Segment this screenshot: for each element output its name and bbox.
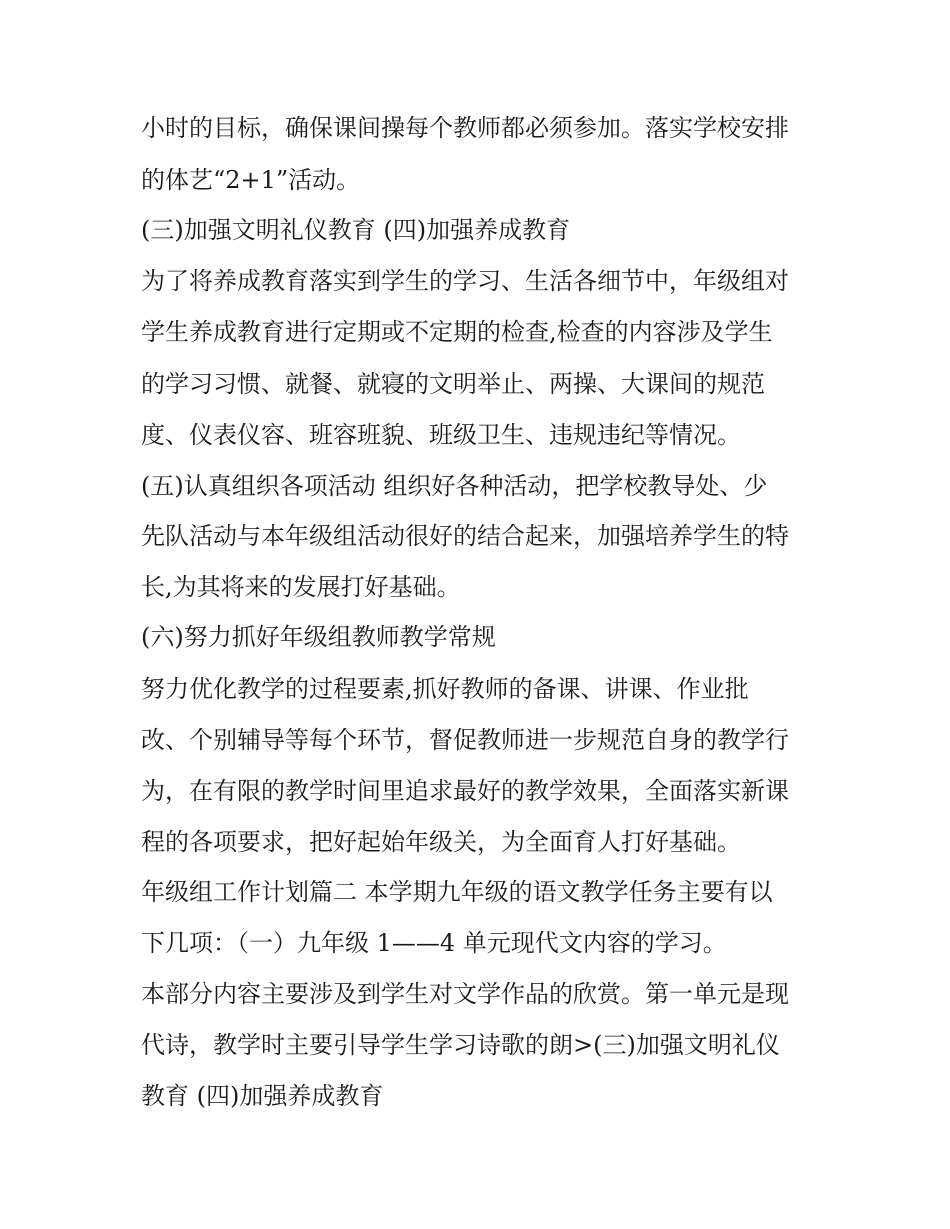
- text-line: 的学习习惯、就餐、就寝的文明举止、两操、大课间的规范: [141, 370, 765, 398]
- text-line: 先队活动与本年级组活动很好的结合起来，加强培养学生的特: [141, 522, 789, 550]
- section-heading: (三)加强文明礼仪教育 (四)加强养成教育: [141, 216, 571, 244]
- text-line: 改、个别辅导等每个环节，督促教师进一步规范自身的教学行: [141, 726, 789, 754]
- text-line: 教育 (四)加强养成教育: [141, 1082, 384, 1110]
- text-line: 努力优化教学的过程要素,抓好教师的备课、讲课、作业批: [141, 675, 749, 703]
- text-line: 为了将养成教育落实到学生的学习、生活各细节中，年级组对: [141, 267, 789, 295]
- text-line: 学生养成教育进行定期或不定期的检查,检查的内容涉及学生: [141, 318, 773, 346]
- text-line: 下几项：（一）九年级 1——4 单元现代文内容的学习。: [141, 929, 727, 957]
- section-heading: (五)认真组织各项活动 组织好各种活动，把学校教导处、少: [141, 472, 768, 500]
- text-line: 代诗，教学时主要引导学生学习诗歌的朗>(三)加强文明礼仪: [141, 1031, 780, 1059]
- text-line: 长,为其将来的发展打好基础。: [141, 573, 461, 601]
- text-line: 度、仪表仪容、班容班貌、班级卫生、违规违纪等情况。: [141, 421, 741, 449]
- section-heading: (六)努力抓好年级组教师教学常规: [141, 623, 496, 651]
- text-line: 小时的目标，确保课间操每个教师都必须参加。落实学校安排: [141, 114, 789, 142]
- text-line: 为，在有限的教学时间里追求最好的教学效果，全面落实新课: [141, 777, 789, 805]
- text-line: 程的各项要求，把好起始年级关，为全面育人打好基础。: [141, 828, 741, 856]
- text-line: 本部分内容主要涉及到学生对文学作品的欣赏。第一单元是现: [141, 980, 789, 1008]
- text-line: 的体艺“2+1”活动。: [141, 166, 361, 194]
- text-line: 年级组工作计划篇二 本学期九年级的语文教学任务主要有以: [141, 878, 773, 906]
